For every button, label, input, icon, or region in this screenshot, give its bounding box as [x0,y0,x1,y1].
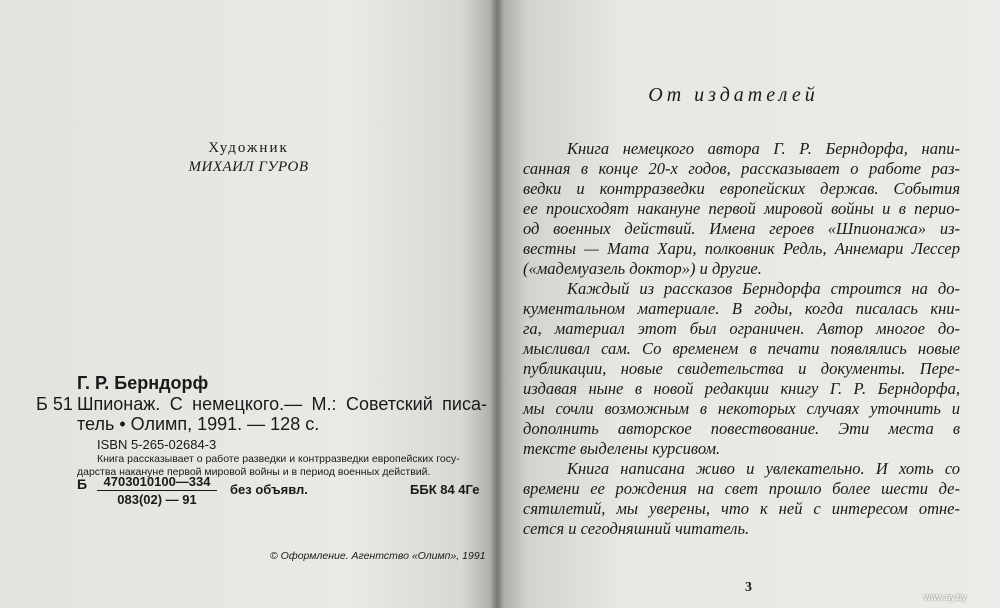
index-numerator: 4703010100—334 [97,474,217,491]
text-line: Книга немецкого автора Г. Р. Берндорфа, напи- [567,139,960,158]
watermark: www.ay.by [924,592,967,602]
left-page [0,0,497,608]
artist-name: МИХАИЛ ГУРОВ [188,159,309,175]
text-line: («мадемуазель доктор») и другие. [523,259,762,278]
bibliographic-description [77,394,487,434]
page-number: 3 [745,580,752,595]
text-line: санная в конце 20-х годов, рассказывает о работе раз- [523,159,960,178]
text-line: тексте выделены курсивом. [523,439,721,458]
text-line: сятилетий, мы уверены, что к ней с интересом отне- [523,499,960,518]
text-line: кументальном материале. В годы, когда писалась кни- [523,299,960,318]
isbn: ISBN 5-265-02684-3 [97,437,217,452]
publisher-note [523,139,960,539]
author-name: Г. Р. Берндорф [77,373,209,393]
bibliographic-line: Шпионаж. С немецкого.— М.: Советский писа- [77,394,487,414]
text-line: мысливал сам. Со временем в печати появлялись новые [523,339,960,358]
index-fraction [97,474,217,507]
text-line: мы сочли возможным в некоторых случаях уточнить и [523,399,960,418]
text-line: Каждый из рассказов Берндорфа строится на до- [567,279,960,298]
text-line: ее происходят накануне первой мировой войны и в перио- [523,199,960,218]
text-line: времени ее рождения на свет прошло более шести де- [523,479,960,498]
copyright: © Оформление. Агентство «Олимп», 1991 [270,550,486,562]
annotation-line: Книга рассказывает о работе разведки и контрразведки европейских госу- [97,453,460,465]
text-line: публикации, новые свидетельства и документы. Пере- [523,359,960,378]
text-line: га, материал этот был ограничен. Автор многое до- [523,319,960,338]
section-title: От издателей [648,84,819,106]
text-line: Книга написана живо и увлекательно. И хоть со [567,459,960,478]
annotation-line: дарства накануне первой мировой войны и в период военных действий. [77,466,431,478]
text-line: издавая ныне в новой редакции книгу Г. Р. Берндорфа, [523,379,960,398]
bibliographic-line: тель • Олимп, 1991. — 128 с. [77,414,320,434]
artist-label: Художник [208,140,289,156]
text-line: сется и сегодняшний читатель. [523,519,750,538]
text-line: дополнить авторское повествование. Эти места в [523,419,960,438]
index-letter: Б [77,476,88,492]
text-line: ведки и контрразведки европейских держав. События [523,179,960,198]
index-denominator: 083(02) — 91 [117,492,197,507]
bbk-code: ББК 84 4Ге [410,482,480,497]
text-line: од военных действий. Имена героев «Шпионажа» из- [523,219,960,238]
text-line: вестны — Мата Хари, полковник Редль, Аннемари Лессер [523,239,960,258]
catalog-code: Б 51 [36,394,73,414]
no-announcement: без объявл. [230,482,308,497]
